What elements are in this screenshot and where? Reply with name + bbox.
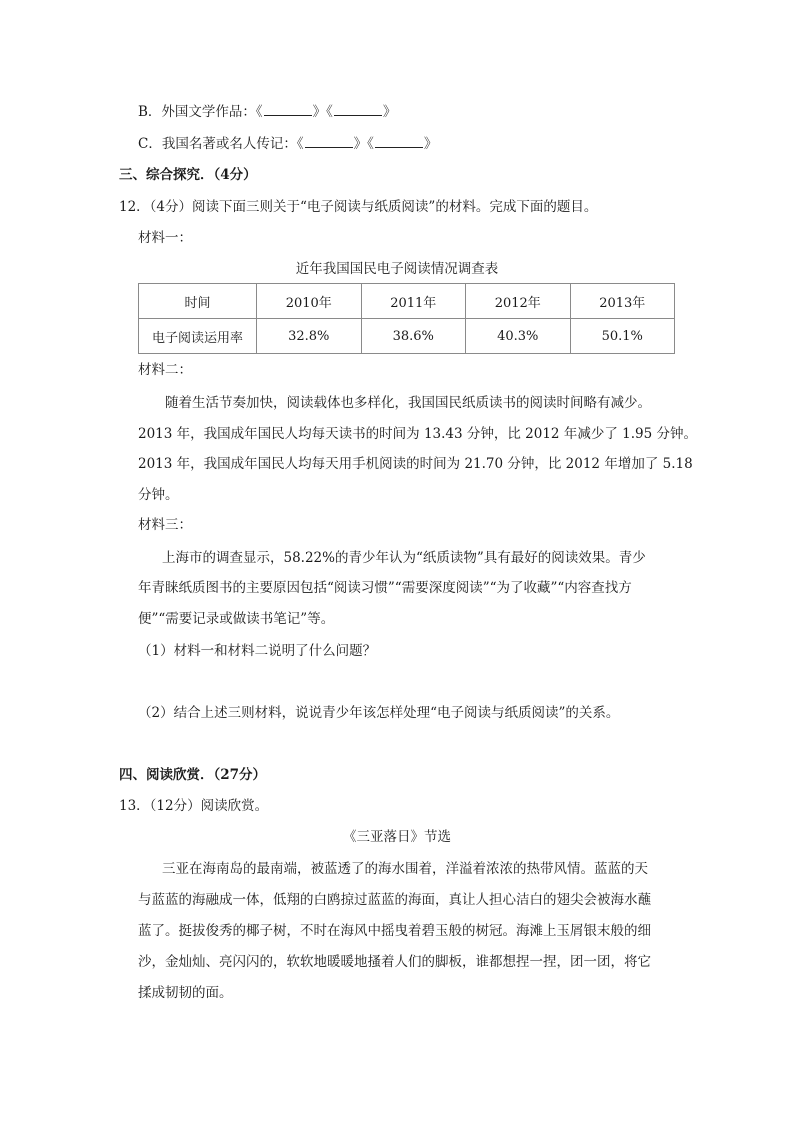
table-header-cell: 时间	[139, 284, 257, 319]
survey-table	[138, 283, 675, 354]
table-cell: 50.1%	[570, 319, 675, 354]
subquestion-1: （1）材料一和材料二说明了什么问题？	[138, 643, 377, 659]
table-cell: 38.6%	[361, 319, 466, 354]
material2-line: 分钟。	[138, 487, 179, 503]
table-title: 近年我国国民电子阅读情况调查表	[295, 261, 499, 277]
material1-label: 材料一：	[138, 230, 192, 246]
material2-line: 随着生活节奏加快，阅读载体也多样化，我国国民纸质读书的阅读时间略有减少。	[165, 395, 651, 411]
option-b-prefix: B．外国文学作品：《	[138, 104, 263, 120]
table-header-cell: 2012年	[466, 284, 571, 319]
material3-line: 上海市的调查显示，58.22%的青少年认为“纸质读物”具有最好的阅读效果。青少	[162, 550, 646, 566]
option-b-blank-2[interactable]	[334, 102, 382, 116]
option-b	[138, 102, 396, 122]
material3-label: 材料三：	[138, 517, 192, 533]
passage-line: 与蓝蓝的海融成一体，低翔的白鸥掠过蓝蓝的海面，真让人担心洁白的翅尖会被海水蘸	[138, 892, 651, 908]
option-c-blank-2[interactable]	[375, 134, 423, 148]
option-b-suffix: 》	[382, 104, 397, 120]
section4-heading: 四、阅读欣赏．（27分）	[119, 767, 267, 783]
table-cell: 电子阅读运用率	[139, 319, 257, 354]
option-c-blank-1[interactable]	[305, 134, 353, 148]
table-row	[139, 319, 675, 354]
passage-line: 蓝了。挺拔俊秀的椰子树，不时在海风中摇曳着碧玉般的树冠。海滩上玉屑银末般的细	[138, 923, 651, 939]
table-cell: 32.8%	[257, 319, 362, 354]
passage-line: 三亚在海南岛的最南端，被蓝透了的海水围着，洋溢着浓浓的热带风情。蓝蓝的天	[162, 861, 648, 877]
q13-intro: 13．（12分）阅读欣赏。	[119, 798, 269, 814]
option-c-prefix: C．我国名著或名人传记：《	[138, 136, 304, 152]
option-c	[138, 134, 437, 154]
q12-intro: 12．（4分）阅读下面三则关于“电子阅读与纸质阅读”的材料。完成下面的题目。	[119, 199, 598, 215]
material2-line: 2013 年，我国成年国民人均每天用手机阅读的时间为 21.70 分钟，比 2012 年增加了 5.18	[138, 456, 693, 472]
option-b-sep: 》《	[312, 104, 333, 120]
passage-line: 沙，金灿灿、亮闪闪的，软软地暖暖地搔着人们的脚板，谁都想捏一捏，团一团，将它	[138, 954, 651, 970]
passage-line: 揉成韧韧的面。	[138, 985, 233, 1001]
section3-heading: 三、综合探究．（4分）	[119, 167, 257, 183]
table-header-cell: 2010年	[257, 284, 362, 319]
passage-title: 《三亚落日》节选	[343, 829, 451, 845]
option-c-suffix: 》	[423, 136, 438, 152]
material3-line: 年青睐纸质图书的主要原因包括“阅读习惯”“需要深度阅读”“为了收藏”“内容查找方	[138, 580, 632, 596]
table-header-cell: 2011年	[361, 284, 466, 319]
material3-line: 便”“需要记录或做读书笔记”等。	[138, 611, 335, 627]
option-b-blank-1[interactable]	[264, 102, 312, 116]
material2-line: 2013 年，我国成年国民人均每天读书的时间为 13.43 分钟，比 2012 年减少了 1.95 分钟。	[138, 426, 697, 442]
material2-label: 材料二：	[138, 362, 192, 378]
option-c-sep: 》《	[353, 136, 374, 152]
subquestion-2: （2）结合上述三则材料，说说青少年该怎样处理“电子阅读与纸质阅读”的关系。	[138, 705, 620, 721]
table-header-cell: 2013年	[570, 284, 675, 319]
table-header-row	[139, 284, 675, 319]
table-cell: 40.3%	[466, 319, 571, 354]
